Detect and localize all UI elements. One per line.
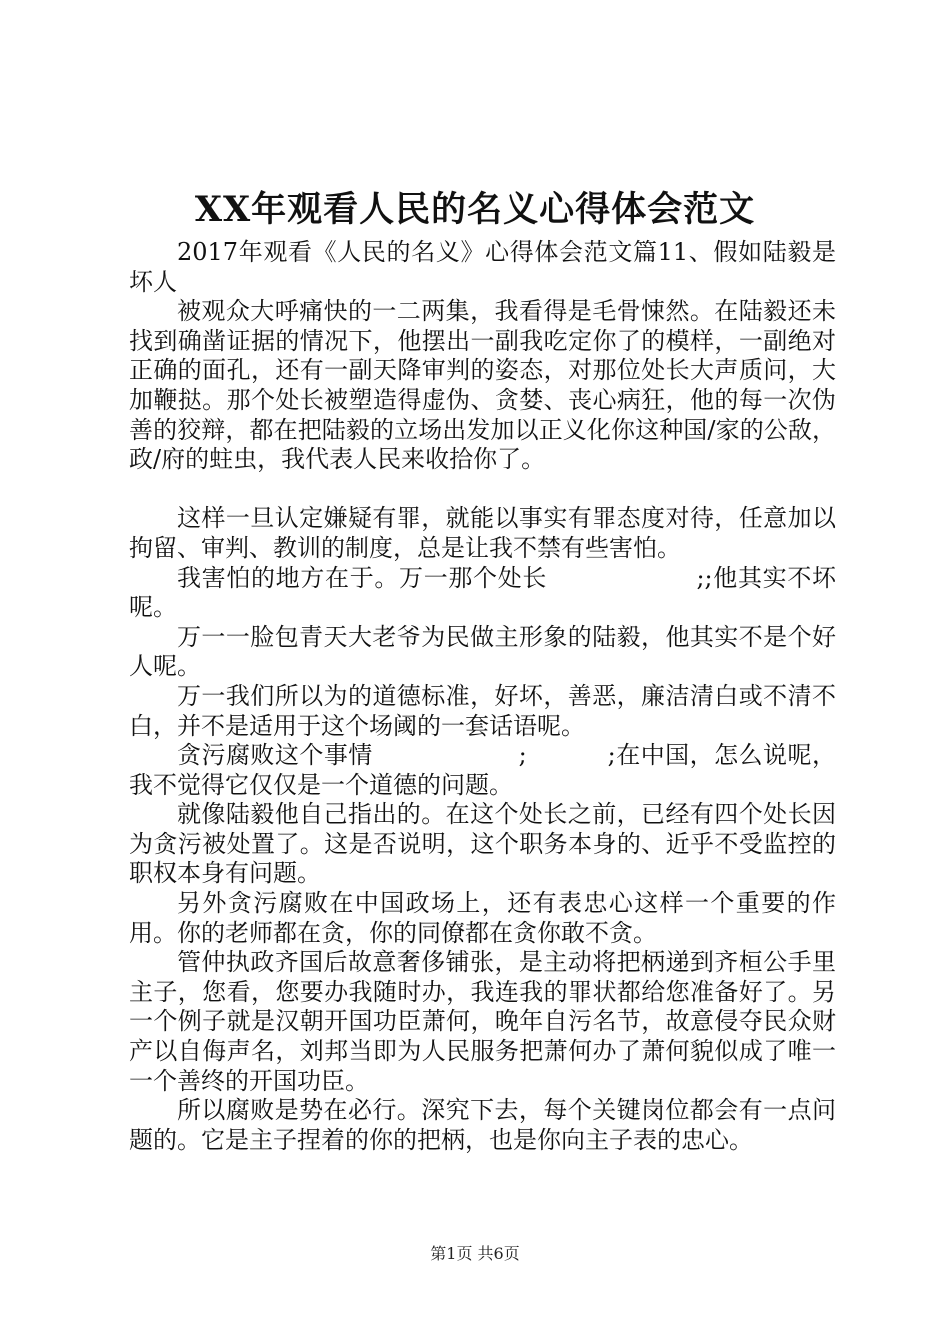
paragraph-7: 贪污腐败这个事情 ; ;在中国，怎么说呢，我不觉得它仅仅是一个道德的问题。 — [129, 741, 836, 799]
document-body — [129, 238, 836, 1155]
paragraph-1: 2017年观看《人民的名义》心得体会范文篇11、假如陆毅是坏人 — [129, 238, 836, 296]
paragraph-3: 这样一旦认定嫌疑有罪，就能以事实有罪态度对待，任意加以拘留、审判、教训的制度，总是让我不禁有些害怕。 — [129, 504, 836, 562]
paragraph-8: 就像陆毅他自己指出的。在这个处长之前，已经有四个处长因为贪污被处置了。这是否说明，这个职务本身的、近乎不受监控的职权本身有问题。 — [129, 800, 836, 888]
paragraph-2: 被观众大呼痛快的一二两集，我看得是毛骨悚然。在陆毅还未找到确凿证据的情况下，他摆出一副我吃定你了的模样，一副绝对正确的面孔，还有一副天降审判的姿态，对那位处长大声质问，大加鞭挞。那个处长被塑造得虚伪、贪婪、丧心病狂，他的每一次伪善的狡辩，都在把陆毅的立场出发加以正义化你这种国/家的公敌，政/府的蛀虫，我代表人民来收拾你了。 — [129, 297, 836, 474]
paragraph-5: 万一一脸包青天大老爷为民做主形象的陆毅，他其实不是个好人呢。 — [129, 622, 836, 681]
paragraph-9: 另外贪污腐败在中国政场上，还有表忠心这样一个重要的作用。你的老师都在贪，你的同僚都在贪你敢不贪。 — [129, 889, 836, 947]
document-title: XX年观看人民的名义心得体会范文 — [194, 189, 756, 230]
paragraph-10: 管仲执政齐国后故意奢侈铺张，是主动将把柄递到齐桓公手里主子，您看，您要办我随时办，我连我的罪状都给您准备好了。另一个例子就是汉朝开国功臣萧何，晚年自污名节，故意侵夺民众财产以自侮声名，刘邦当即为人民服务把萧何办了萧何貌似成了唯一一个善终的开国功臣。 — [129, 948, 836, 1095]
paragraph-4: 我害怕的地方在于。万一那个处长 ;;他其实不坏呢。 — [129, 563, 836, 622]
page-footer: 第1页 共6页 — [430, 1244, 520, 1263]
paragraph-11: 所以腐败是势在必行。深究下去，每个关键岗位都会有一点问题的。它是主子捏着的你的把柄，也是你向主子表的忠心。 — [129, 1096, 836, 1154]
paragraph-6: 万一我们所以为的道德标准，好坏，善恶，廉洁清白或不清不白，并不是适用于这个场阈的一套话语呢。 — [129, 681, 836, 740]
